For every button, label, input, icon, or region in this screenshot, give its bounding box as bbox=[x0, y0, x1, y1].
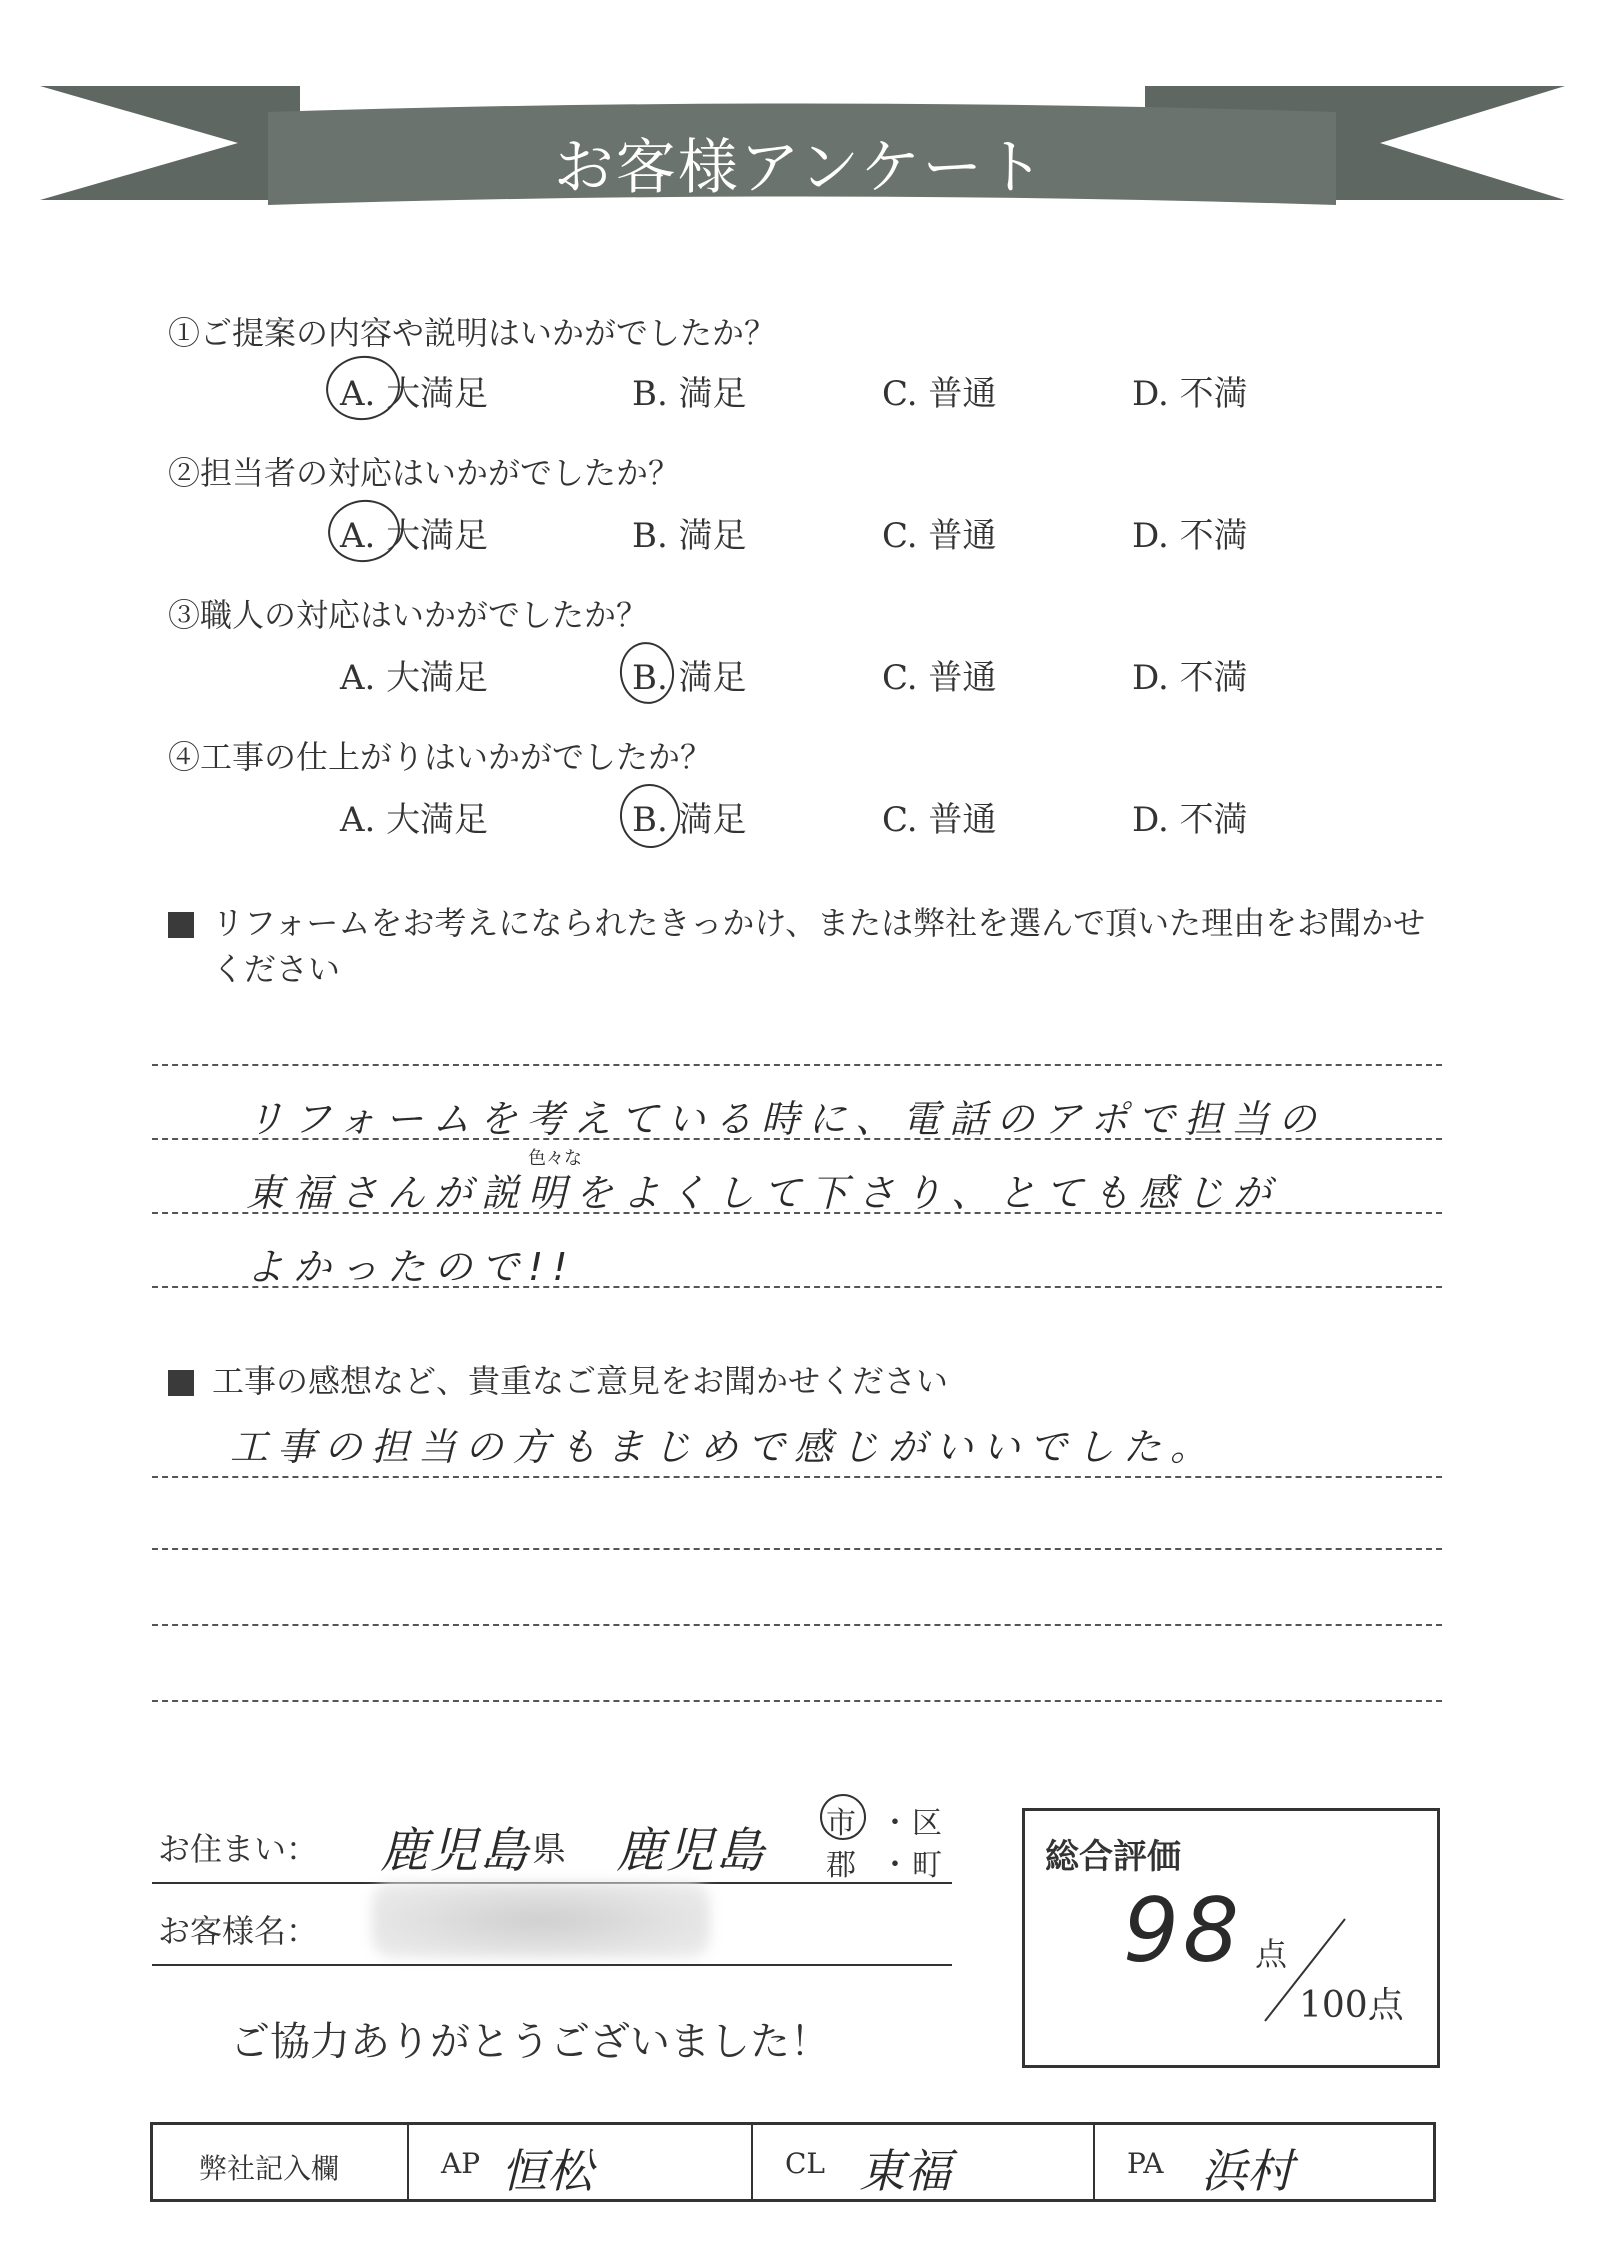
address-city: 鹿児島 bbox=[616, 1823, 767, 1879]
customer-name-redacted bbox=[372, 1882, 710, 1958]
question-3-option-c[interactable]: C. 普通 bbox=[882, 658, 997, 698]
question-4-option-a[interactable]: A. 大満足 bbox=[340, 800, 489, 840]
office-pa-cell bbox=[1093, 2125, 1433, 2199]
address-city-selected-mark bbox=[817, 1791, 869, 1843]
question-1-option-c[interactable]: C. 普通 bbox=[882, 374, 997, 414]
score-title: 総合評価 bbox=[1045, 1837, 1181, 1877]
office-use-table bbox=[150, 2122, 1436, 2202]
address-marker-city: 市 bbox=[826, 1806, 856, 1841]
answer-line bbox=[152, 1548, 1442, 1550]
question-4-option-b[interactable]: B. 満足 bbox=[632, 800, 747, 840]
customer-name-label: お客様名： bbox=[158, 1912, 319, 1950]
score-unit: 点 bbox=[1255, 1935, 1288, 1973]
address-marker-ward: 区 bbox=[912, 1806, 942, 1841]
answer-line bbox=[152, 1476, 1442, 1478]
office-ap-value: 恒松 bbox=[501, 2144, 593, 2198]
question-2-option-a[interactable]: A. 大満足 bbox=[340, 516, 489, 556]
question-3-text: ③職人の対応はいかがでしたか？ bbox=[168, 596, 649, 634]
section-1-handwriting-line-1: リフォームを考えている時に、電話のアポで担当の bbox=[246, 1097, 1326, 1141]
office-label: 弊社記入欄 bbox=[199, 2152, 340, 2185]
question-4-selected-mark bbox=[616, 780, 684, 852]
banner-left-tail bbox=[40, 86, 300, 200]
customer-name-underline bbox=[152, 1964, 952, 1966]
office-ap-label: AP bbox=[441, 2147, 481, 2180]
question-1-option-b[interactable]: B. 満足 bbox=[632, 374, 747, 414]
office-cl-value: 東福 bbox=[859, 2144, 951, 2198]
office-cl-cell bbox=[751, 2125, 1093, 2199]
address-label: お住まい： bbox=[158, 1830, 319, 1868]
address-prefecture: 鹿児島 bbox=[380, 1823, 531, 1879]
office-label-cell bbox=[153, 2125, 407, 2199]
question-2-text: ②担当者の対応はいかがでしたか？ bbox=[168, 454, 681, 492]
section-1-handwriting-line-3: よかったので!! bbox=[246, 1245, 577, 1289]
office-cl-label: CL bbox=[785, 2147, 826, 2180]
question-4-option-c[interactable]: C. 普通 bbox=[882, 800, 997, 840]
answer-line bbox=[152, 1700, 1442, 1702]
office-pa-label: PA bbox=[1127, 2147, 1164, 2180]
section-1-annotation: 色々な bbox=[528, 1148, 582, 1169]
question-2-option-c[interactable]: C. 普通 bbox=[882, 516, 997, 556]
score-box bbox=[1022, 1808, 1440, 2068]
score-max: 100点 bbox=[1299, 1985, 1404, 2026]
section-2-bullet bbox=[168, 1370, 194, 1396]
page-title: お客様アンケート bbox=[553, 133, 1047, 203]
question-4-option-d[interactable]: D. 不満 bbox=[1132, 800, 1248, 840]
section-1-handwriting-line-2: 東福さんが説明をよくして下さり、とても感じが bbox=[246, 1171, 1281, 1215]
question-1-option-a[interactable]: A. 大満足 bbox=[340, 374, 489, 414]
address-marker-district: 郡 bbox=[826, 1848, 856, 1883]
question-1-text: ①ご提案の内容や説明はいかがでしたか？ bbox=[168, 314, 777, 352]
section-1-title: リフォームをお考えになられたきっかけ、または弊社を選んで頂いた理由をお聞かせください bbox=[212, 904, 1426, 988]
office-ap-cell bbox=[407, 2125, 751, 2199]
score-value: 98 bbox=[1123, 1879, 1243, 1982]
section-2-handwriting-line-1: 工事の担当の方もまじめで感じがいいでした。 bbox=[230, 1425, 1218, 1469]
question-3-option-a[interactable]: A. 大満足 bbox=[340, 658, 489, 698]
question-2-option-b[interactable]: B. 満足 bbox=[632, 516, 747, 556]
address-dot: ・ bbox=[880, 1806, 910, 1841]
section-2-title: 工事の感想など、貴重なご意見をお聞かせください bbox=[212, 1362, 949, 1400]
answer-line bbox=[152, 1624, 1442, 1626]
address-marker-town: 町 bbox=[912, 1848, 942, 1883]
address-dot: ・ bbox=[880, 1848, 910, 1883]
section-1-bullet bbox=[168, 912, 194, 938]
office-pa-value: 浜村 bbox=[1201, 2144, 1293, 2198]
address-prefecture-suffix: 県 bbox=[532, 1830, 566, 1870]
question-2-option-d[interactable]: D. 不満 bbox=[1132, 516, 1248, 556]
thanks-message: ご協力ありがとうございました！ bbox=[230, 2019, 830, 2065]
question-3-option-d[interactable]: D. 不満 bbox=[1132, 658, 1248, 698]
answer-line bbox=[152, 1064, 1442, 1066]
question-1-option-d[interactable]: D. 不満 bbox=[1132, 374, 1248, 414]
question-4-text: ④工事の仕上がりはいかがでしたか？ bbox=[168, 738, 713, 776]
question-3-option-b[interactable]: B. 満足 bbox=[632, 658, 747, 698]
